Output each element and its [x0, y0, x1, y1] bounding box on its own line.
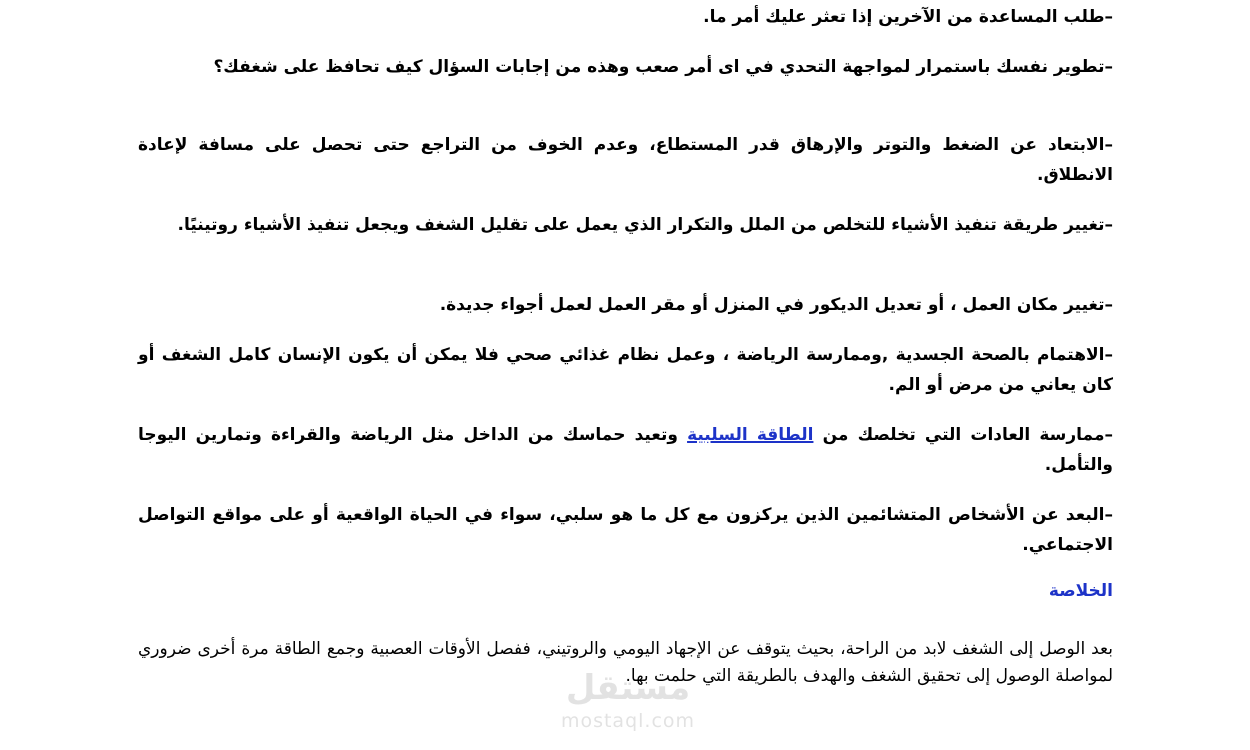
bullet-text-after: وتعيد حماسك من الداخل مثل الرياضة والقراءة وتمارين اليوجا والتأمل.	[138, 425, 1113, 475]
bullet-text: –تغيير مكان العمل ، أو تعديل الديكور في المنزل أو مقر العمل لعمل أجواء جديدة.	[439, 295, 1113, 315]
bullet-text: –طلب المساعدة من الآخرين إذا تعثر عليك أمر ما.	[703, 7, 1113, 27]
watermark-text: mostaql.com	[560, 710, 696, 732]
bullet-text: –البعد عن الأشخاص المتشائمين الذين يركزون مع كل ما هو سلبي، سواء في الحياة الواقعية أو على مواقع التواصل الاجتماعي.	[138, 505, 1113, 555]
bullet-text: –تغيير طريقة تنفيذ الأشياء للتخلص من الملل والتكرار الذي يعمل على تقليل الشغف ويجعل تنفيذ الأشياء روتينيًا.	[177, 215, 1113, 235]
bullet-avoid-pessimists	[138, 500, 1113, 560]
bullet-text: –الاهتمام بالصحة الجسدية ,وممارسة الرياضة ، وعمل نظام غذائي صحي فلا يمكن أن يكون الإنسان كامل الشغف أو كان يعاني من مرض أو الم.	[138, 345, 1113, 395]
bullet-change-workplace	[138, 290, 1113, 320]
bullet-text: –تطوير نفسك باستمرار لمواجهة التحدي في اى أمر صعب وهذه من إجابات السؤال كيف تحافظ على شغفك؟	[213, 57, 1113, 77]
bullet-avoid-stress	[138, 130, 1113, 190]
bullet-change-method	[138, 210, 1113, 240]
watermark-logo: مستقل	[565, 668, 691, 708]
bullet-text: –الابتعاد عن الضغط والتوتر والإرهاق قدر المستطاع، وعدم الخوف من التراجع حتى تحصل على مسافة لإعادة الانطلاق.	[138, 135, 1113, 185]
bullet-self-development	[138, 52, 1113, 82]
bullet-physical-health	[138, 340, 1113, 400]
bullet-ask-help	[138, 2, 1113, 32]
conclusion-paragraph: بعد الوصل إلى الشغف لابد من الراحة، بحيث يتوقف عن الإجهاد اليومي والروتيني، ففصل الأوقات العصبية وجمع الطاقة مرة أخرى ضروري لمواصلة الوصول إلى تحقيق الشغف والهدف بالطريقة التي حلمت بها.	[138, 639, 1113, 686]
conclusion-heading: الخلاصة	[1048, 581, 1113, 601]
bullet-text-before: –ممارسة العادات التي تخلصك من	[813, 425, 1113, 445]
bullet-habits	[138, 420, 1113, 480]
negative-energy-link[interactable]: الطاقة السلبية	[687, 425, 814, 445]
